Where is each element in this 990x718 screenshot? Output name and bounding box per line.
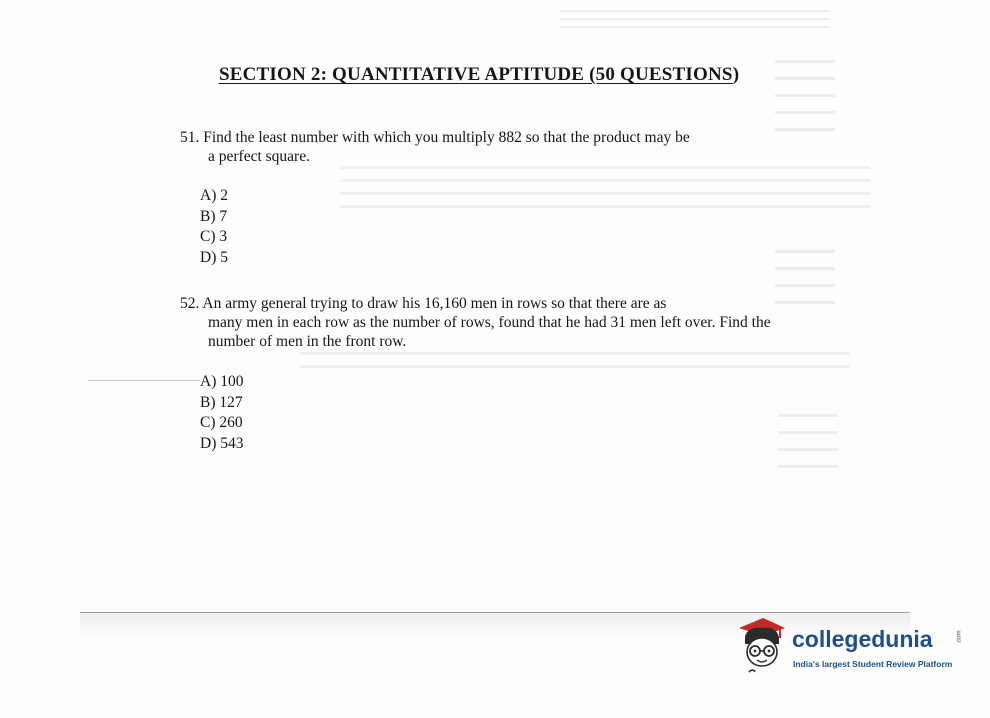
option-d: D) 5 bbox=[200, 248, 228, 266]
option-a: A) 2 bbox=[200, 187, 228, 204]
divider-line bbox=[88, 380, 200, 381]
question-52-line3: number of men in the front row. bbox=[208, 333, 407, 350]
question-52-text bbox=[180, 294, 771, 351]
option-d: D) 543 bbox=[200, 434, 244, 452]
question-52-line1: 52. An army general trying to draw his 16,160 men in rows so that there are as bbox=[180, 295, 667, 312]
question-52-line2: many men in each row as the number of rows, found that he had 31 men left over. Find the bbox=[208, 314, 771, 331]
question-51-options bbox=[200, 186, 228, 268]
option-c: C) 260 bbox=[200, 414, 243, 431]
option-a: A) 100 bbox=[200, 373, 244, 390]
bleed-through-texture bbox=[778, 400, 838, 482]
question-52-options bbox=[200, 372, 243, 454]
option-c: C) 3 bbox=[200, 228, 228, 245]
question-51-line2: a perfect square. bbox=[208, 148, 310, 165]
section-title-close: ) bbox=[732, 64, 740, 85]
option-b: B) 7 bbox=[200, 207, 228, 225]
brand-logo bbox=[735, 614, 965, 684]
bleed-through-texture bbox=[775, 46, 835, 136]
student-mascot-icon bbox=[735, 614, 787, 674]
section-title bbox=[219, 64, 739, 86]
question-51-line1: 51. Find the least number with which you multiply 882 so that the product may be bbox=[180, 129, 690, 146]
bleed-through-texture bbox=[560, 4, 830, 28]
section-title-text: SECTION 2: QUANTITATIVE APTITUDE (50 QUESTIONS bbox=[219, 64, 733, 85]
question-51-text bbox=[180, 128, 690, 166]
option-b: B) 127 bbox=[200, 393, 243, 411]
brand-tagline: India's largest Student Review Platform bbox=[793, 659, 953, 669]
bleed-through-texture bbox=[775, 236, 835, 306]
brand-domain-suffix: .com bbox=[956, 630, 963, 644]
brand-name: collegedunia bbox=[792, 626, 933, 652]
